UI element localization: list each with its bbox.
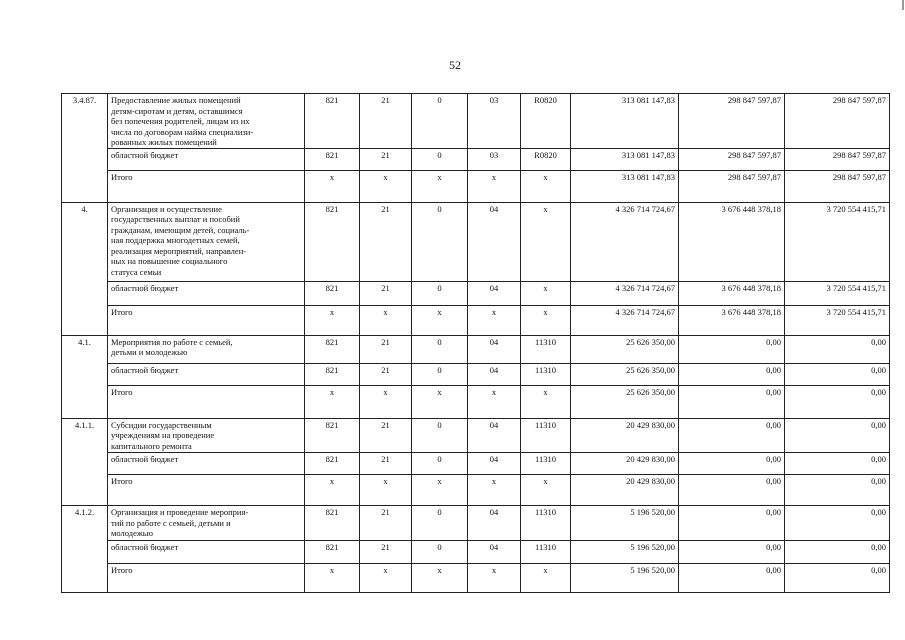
- cell-code-5: х: [521, 474, 571, 505]
- cell-amount-3: 0,00: [785, 563, 890, 592]
- cell-code-1: 821: [305, 335, 360, 363]
- cell-code-2: 21: [360, 202, 412, 282]
- cell-code-2: 21: [360, 506, 412, 541]
- cell-code-3: х: [412, 563, 468, 592]
- cell-amount-1: 4 326 714 724,67: [571, 202, 679, 282]
- cell-code-1: 821: [305, 506, 360, 541]
- cell-code-4: 04: [468, 364, 521, 386]
- description-text: областной бюджет: [111, 283, 179, 294]
- cell-amount-3: 3 720 554 415,71: [785, 202, 890, 282]
- description-text: Мероприятия по работе с семьей, детьми и молодежью: [111, 336, 233, 358]
- cell-code-5: 11310: [521, 541, 571, 563]
- cell-amount-2: 0,00: [679, 563, 785, 592]
- cell-code-3: 0: [412, 282, 468, 305]
- table-row: [62, 335, 890, 363]
- cell-code-1: 821: [305, 452, 360, 474]
- cell-code-2: 21: [360, 94, 412, 149]
- cell-amount-2: 3 676 448 378,18: [679, 282, 785, 305]
- cell-code-5: R0820: [521, 149, 571, 171]
- cell-amount-3: 298 847 597,87: [785, 94, 890, 149]
- cell-code-5: R0820: [521, 94, 571, 149]
- cell-description: [108, 563, 305, 592]
- budget-table-body: [62, 94, 890, 593]
- cell-code-5: х: [521, 386, 571, 418]
- cell-code-2: 21: [360, 541, 412, 563]
- description-text: Субсидии государственным учреждениям на проведение капитального ремонта: [111, 419, 215, 451]
- description-text: областной бюджет: [111, 542, 179, 553]
- cell-amount-1: 20 429 830,00: [571, 418, 679, 452]
- cell-description: [108, 335, 305, 363]
- cell-code-5: 11310: [521, 364, 571, 386]
- table-row: [62, 149, 890, 171]
- cell-code-4: 04: [468, 418, 521, 452]
- cell-code-4: 04: [468, 541, 521, 563]
- cell-description: [108, 364, 305, 386]
- cell-amount-1: 20 429 830,00: [571, 452, 679, 474]
- cell-code-2: х: [360, 386, 412, 418]
- description-text: Итого: [111, 306, 133, 317]
- cell-code-2: 21: [360, 452, 412, 474]
- cell-code-4: х: [468, 171, 521, 202]
- cell-code-4: х: [468, 474, 521, 505]
- cell-amount-2: 0,00: [679, 335, 785, 363]
- cell-description: [108, 506, 305, 541]
- cell-code-2: х: [360, 563, 412, 592]
- cell-code-4: 04: [468, 506, 521, 541]
- cell-code-3: 0: [412, 202, 468, 282]
- cell-code-4: 04: [468, 452, 521, 474]
- cell-item-number: 4.: [62, 202, 108, 335]
- cell-code-4: х: [468, 305, 521, 335]
- cell-amount-2: 3 676 448 378,18: [679, 305, 785, 335]
- cell-amount-3: 0,00: [785, 418, 890, 452]
- cell-code-4: 04: [468, 335, 521, 363]
- cell-description: [108, 541, 305, 563]
- cell-description: [108, 452, 305, 474]
- cell-amount-1: 25 626 350,00: [571, 335, 679, 363]
- cell-code-1: х: [305, 563, 360, 592]
- cell-code-3: 0: [412, 335, 468, 363]
- table-row: [62, 94, 890, 149]
- cell-code-3: 0: [412, 452, 468, 474]
- table-row: [62, 506, 890, 541]
- description-text: областной бюджет: [111, 150, 179, 161]
- cell-amount-2: 0,00: [679, 364, 785, 386]
- cell-amount-3: 0,00: [785, 335, 890, 363]
- table-row: [62, 171, 890, 202]
- cell-amount-1: 25 626 350,00: [571, 386, 679, 418]
- cell-item-number: 4.1.2.: [62, 506, 108, 593]
- cell-code-1: 821: [305, 418, 360, 452]
- cell-amount-1: 5 196 520,00: [571, 541, 679, 563]
- cell-code-5: 11310: [521, 506, 571, 541]
- table-row: [62, 474, 890, 505]
- description-text: областной бюджет: [111, 365, 179, 376]
- cell-description: [108, 202, 305, 282]
- cell-code-1: х: [305, 386, 360, 418]
- cell-amount-2: 0,00: [679, 541, 785, 563]
- cell-code-1: х: [305, 474, 360, 505]
- cell-description: [108, 386, 305, 418]
- cell-item-number: 3.4.87.: [62, 94, 108, 203]
- cell-amount-1: 313 081 147,83: [571, 94, 679, 149]
- description-text: Итого: [111, 564, 133, 575]
- cell-code-1: 821: [305, 541, 360, 563]
- cell-code-4: 04: [468, 202, 521, 282]
- cell-code-2: 21: [360, 282, 412, 305]
- cell-amount-2: 0,00: [679, 474, 785, 505]
- cell-code-2: 21: [360, 418, 412, 452]
- cell-code-5: х: [521, 202, 571, 282]
- cell-code-1: х: [305, 305, 360, 335]
- cell-description: [108, 94, 305, 149]
- cell-code-1: 821: [305, 149, 360, 171]
- cell-amount-3: 3 720 554 415,71: [785, 282, 890, 305]
- cell-amount-1: 313 081 147,83: [571, 149, 679, 171]
- cell-amount-1: 25 626 350,00: [571, 364, 679, 386]
- cell-code-2: 21: [360, 335, 412, 363]
- cell-code-5: 11310: [521, 418, 571, 452]
- cell-code-1: 821: [305, 282, 360, 305]
- cell-code-3: 0: [412, 418, 468, 452]
- cell-code-3: х: [412, 474, 468, 505]
- cell-code-4: х: [468, 386, 521, 418]
- cell-code-3: 0: [412, 94, 468, 149]
- cell-code-3: 0: [412, 364, 468, 386]
- cell-amount-2: 0,00: [679, 418, 785, 452]
- cell-code-1: 821: [305, 94, 360, 149]
- cell-code-5: х: [521, 563, 571, 592]
- cell-amount-2: 0,00: [679, 506, 785, 541]
- description-text: Организация и проведение мероприя- тий по работе с семьей, детьми и молодежью: [111, 507, 249, 539]
- cell-description: [108, 305, 305, 335]
- cell-amount-3: 3 720 554 415,71: [785, 305, 890, 335]
- cell-code-3: х: [412, 386, 468, 418]
- cell-code-4: 03: [468, 149, 521, 171]
- table-row: [62, 364, 890, 386]
- cell-amount-2: 0,00: [679, 452, 785, 474]
- table-row: [62, 305, 890, 335]
- table-row: [62, 541, 890, 563]
- description-text: Итого: [111, 172, 133, 183]
- cell-amount-1: 4 326 714 724,67: [571, 305, 679, 335]
- cell-amount-3: 0,00: [785, 386, 890, 418]
- cell-code-2: 21: [360, 364, 412, 386]
- cell-amount-1: 5 196 520,00: [571, 563, 679, 592]
- description-text: областной бюджет: [111, 453, 179, 464]
- cell-code-4: х: [468, 563, 521, 592]
- page-number: 52: [449, 58, 461, 72]
- cell-code-2: х: [360, 171, 412, 202]
- cell-amount-3: 0,00: [785, 506, 890, 541]
- cell-code-3: х: [412, 171, 468, 202]
- cell-code-5: х: [521, 305, 571, 335]
- cell-code-1: х: [305, 171, 360, 202]
- cell-amount-2: 298 847 597,87: [679, 149, 785, 171]
- cell-code-5: х: [521, 282, 571, 305]
- cell-amount-2: 298 847 597,87: [679, 94, 785, 149]
- budget-table: [61, 93, 890, 593]
- page-edge-mark: [902, 0, 904, 10]
- table-row: [62, 386, 890, 418]
- description-text: Итого: [111, 387, 133, 398]
- table-row: [62, 563, 890, 592]
- cell-description: [108, 171, 305, 202]
- description-text: Итого: [111, 475, 133, 486]
- cell-code-5: 11310: [521, 335, 571, 363]
- cell-amount-2: 298 847 597,87: [679, 171, 785, 202]
- cell-amount-3: 298 847 597,87: [785, 171, 890, 202]
- cell-amount-3: 0,00: [785, 364, 890, 386]
- cell-code-3: 0: [412, 506, 468, 541]
- cell-description: [108, 418, 305, 452]
- cell-code-1: 821: [305, 364, 360, 386]
- cell-amount-2: 0,00: [679, 386, 785, 418]
- cell-code-1: 821: [305, 202, 360, 282]
- description-text: Предоставление жилых помещений детям-сиротам и детям, оставшимся без попечения родителей, лицам из их числа по договорам найма специализи- рованных жилых помещений: [111, 95, 254, 147]
- cell-code-5: х: [521, 171, 571, 202]
- description-text: Организация и осуществление государственных выплат и пособий гражданам, имеющим детей, социаль- ная поддержка многодетных семей, реализация мероприятий, направлен- ных на повышение социального статуса семьи: [111, 203, 250, 277]
- cell-amount-1: 5 196 520,00: [571, 506, 679, 541]
- cell-amount-1: 20 429 830,00: [571, 474, 679, 505]
- cell-code-5: 11310: [521, 452, 571, 474]
- cell-amount-1: 313 081 147,83: [571, 171, 679, 202]
- cell-code-3: 0: [412, 149, 468, 171]
- cell-amount-3: 298 847 597,87: [785, 149, 890, 171]
- cell-amount-2: 3 676 448 378,18: [679, 202, 785, 282]
- cell-code-3: 0: [412, 541, 468, 563]
- cell-amount-3: 0,00: [785, 541, 890, 563]
- cell-item-number: 4.1.1.: [62, 418, 108, 505]
- table-row: [62, 418, 890, 452]
- cell-item-number: 4.1.: [62, 335, 108, 418]
- cell-description: [108, 149, 305, 171]
- cell-description: [108, 282, 305, 305]
- table-row: [62, 202, 890, 282]
- cell-code-3: х: [412, 305, 468, 335]
- table-row: [62, 282, 890, 305]
- cell-amount-1: 4 326 714 724,67: [571, 282, 679, 305]
- cell-code-2: х: [360, 305, 412, 335]
- cell-amount-3: 0,00: [785, 474, 890, 505]
- cell-code-4: 04: [468, 282, 521, 305]
- cell-description: [108, 474, 305, 505]
- cell-amount-3: 0,00: [785, 452, 890, 474]
- cell-code-2: 21: [360, 149, 412, 171]
- cell-code-2: х: [360, 474, 412, 505]
- cell-code-4: 03: [468, 94, 521, 149]
- table-row: [62, 452, 890, 474]
